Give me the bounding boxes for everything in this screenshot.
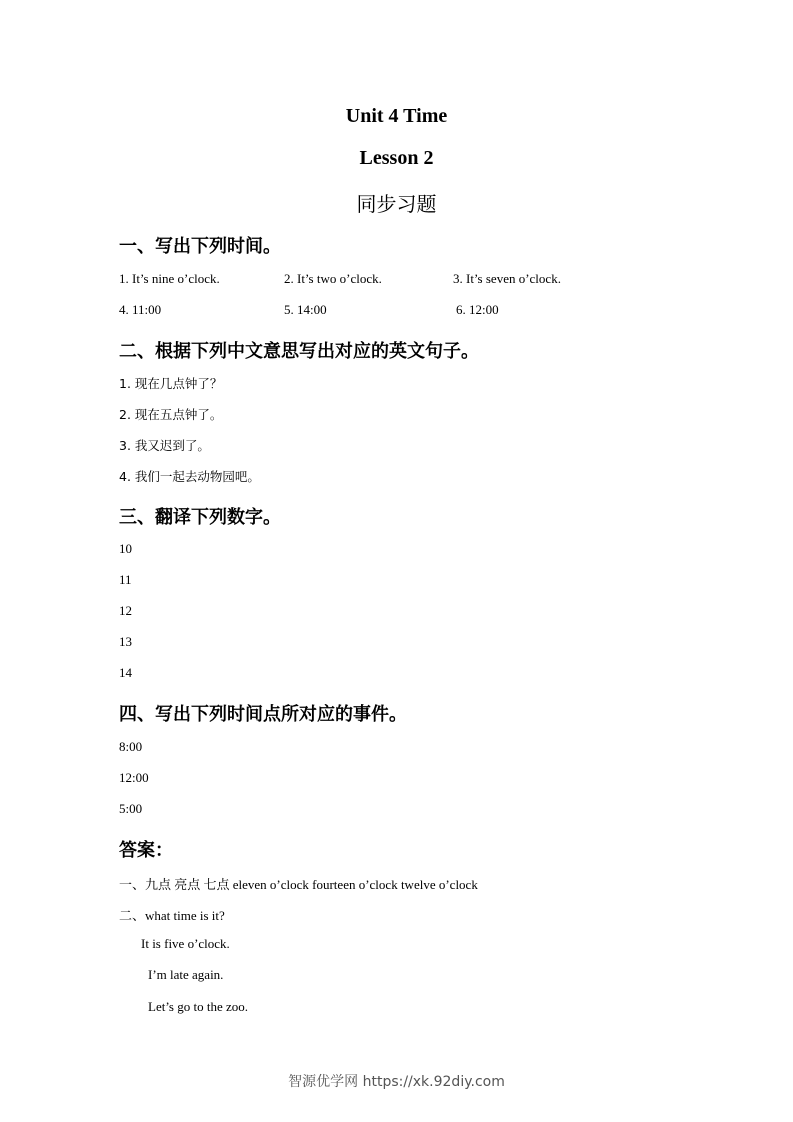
section3-item-2: 11 (119, 572, 132, 587)
section2-item-4: 4. 我们一起去动物园吧。 (119, 469, 260, 484)
section1-item-6: 6. 12:00 (456, 302, 499, 317)
section4-heading: 四、写出下列时间点所对应的事件。 (119, 704, 407, 725)
section4-item-3: 5:00 (119, 801, 143, 816)
answer-line-2: 二、what time is it? (119, 908, 225, 923)
section1-item-4: 4. 11:00 (119, 302, 162, 317)
section3-item-3: 12 (119, 603, 132, 618)
section4-item-1: 8:00 (119, 739, 143, 754)
section1-heading: 一、写出下列时间。 (119, 236, 281, 257)
section1-item-2: 2. It’s two o’clock. (284, 271, 382, 286)
answers-heading: 答案： (119, 840, 173, 861)
footer-watermark: 智源优学网 https://xk.92diy.com (288, 1074, 505, 1090)
section2-item-1: 1. 现在几点钟了？ (119, 376, 223, 391)
section2-item-3: 3. 我又迟到了。 (119, 438, 210, 453)
section3-heading: 三、翻译下列数字。 (119, 507, 281, 528)
section3-item-5: 14 (119, 665, 132, 680)
answer-line-4: I’m late again. (148, 967, 224, 982)
page-title: Unit 4 Time (345, 105, 448, 127)
section1-item-5: 5. 14:00 (284, 302, 327, 317)
section2-heading: 二、根据下列中文意思写出对应的英文句子。 (119, 341, 479, 362)
page-subtitle: Lesson 2 (359, 147, 434, 169)
answer-line-3: It is five o’clock. (141, 936, 230, 951)
section2-item-2: 2. 现在五点钟了。 (119, 407, 223, 422)
section4-item-2: 12:00 (119, 770, 149, 785)
answer-line-5: Let’s go to the zoo. (148, 999, 249, 1014)
section3-item-1: 10 (119, 541, 132, 556)
section1-item-3: 3. It’s seven o’clock. (453, 271, 561, 286)
doc-type: 同步习题 (356, 192, 437, 216)
section3-item-4: 13 (119, 634, 132, 649)
answer-line-1: 一、九点 亮点 七点 eleven o’clock fourteen o’clock twelve o’clock (119, 877, 478, 892)
section1-item-1: 1. It’s nine o’clock. (119, 271, 220, 286)
